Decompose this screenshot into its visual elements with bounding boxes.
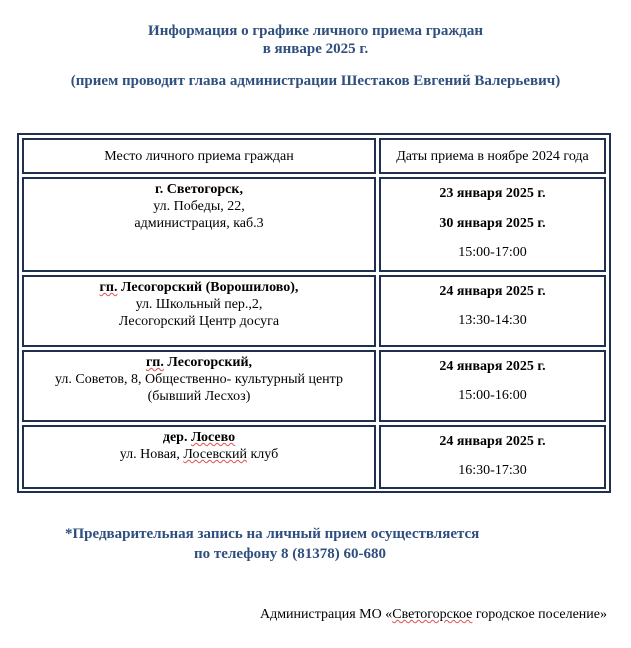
column-header-place: Место личного приема граждан	[22, 138, 376, 174]
time: 15:00-16:00	[458, 388, 527, 403]
address-name: Лосевский	[183, 447, 247, 462]
schedule-table	[17, 133, 611, 493]
time: 16:30-17:30	[458, 463, 527, 478]
address-line: Лесогорский Центр досуга	[118, 314, 280, 329]
address-suffix: клуб	[246, 447, 279, 462]
admin-name: Светогорское	[392, 607, 473, 622]
table-row	[22, 425, 606, 489]
appointment-phone: по телефону 8 (81378) 60-680	[194, 546, 386, 562]
dates-cell	[379, 275, 606, 347]
address-line: ул. Школьный пер.,2,	[135, 297, 263, 312]
place-name	[28, 279, 370, 296]
title-line-2: в январе 2025 г.	[262, 41, 369, 57]
place-cell	[22, 177, 376, 272]
place-name-text: Лосево	[190, 430, 236, 445]
place-cell	[22, 350, 376, 422]
time: 15:00-17:00	[458, 245, 527, 260]
table-row	[22, 177, 606, 272]
place-prefix: дер.	[162, 430, 191, 445]
appointment-note: *Предварительная запись на личный прием осуществляется	[65, 526, 480, 542]
place-prefix: гп.	[145, 355, 164, 370]
address-line: (бывший Лесхоз)	[147, 389, 251, 404]
dates-cell	[379, 425, 606, 489]
admin-prefix: Администрация МО «	[259, 607, 393, 622]
column-header-dates: Даты приема в ноябре 2024 года	[379, 138, 606, 174]
dates-cell	[379, 350, 606, 422]
date: 24 января 2025 г.	[439, 284, 546, 299]
table-row	[22, 275, 606, 347]
place-prefix: гп.	[99, 280, 118, 295]
table-header-row	[22, 138, 606, 174]
place-cell	[22, 425, 376, 489]
address-prefix: ул. Новая,	[119, 447, 184, 462]
subtitle: (прием проводит глава администрации Шестаков Евгений Валерьевич)	[70, 73, 561, 89]
place-cell	[22, 275, 376, 347]
table-row	[22, 350, 606, 422]
title-line-1: Информация о графике личного приема граждан	[148, 23, 483, 39]
admin-suffix: городское поселение»	[472, 607, 607, 622]
address-line: ул. Победы, 22,	[153, 199, 245, 214]
date: 24 января 2025 г.	[439, 434, 546, 449]
administration-signature	[260, 606, 607, 623]
dates-cell	[379, 177, 606, 272]
place-name-text: Лесогорский (Ворошилово),	[117, 280, 299, 295]
time: 13:30-14:30	[458, 313, 527, 328]
address-line: ул. Советов, 8, Общественно- культурный центр	[55, 372, 343, 387]
date: 24 января 2025 г.	[439, 359, 546, 374]
address-line: администрация, каб.3	[134, 216, 264, 231]
place-name: г. Светогорск,	[155, 182, 243, 197]
date: 23 января 2025 г.	[439, 186, 546, 201]
address-line	[28, 446, 370, 463]
place-name	[28, 429, 370, 446]
date: 30 января 2025 г.	[439, 216, 546, 231]
place-name-text: Лесогорский,	[163, 355, 253, 370]
place-name	[28, 354, 370, 371]
